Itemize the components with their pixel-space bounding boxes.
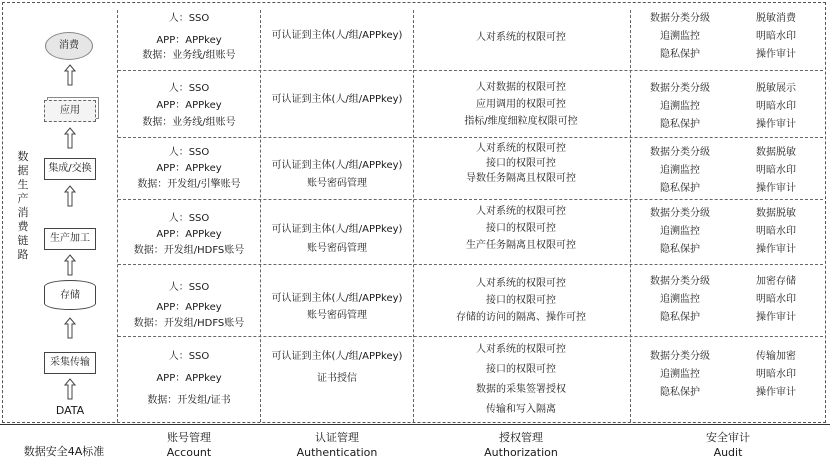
audit-cell-left: 数据分类分级 追溯监控 隐私保护 <box>650 208 710 255</box>
audit-cell-right: 传输加密 明暗水印 操作审计 <box>756 351 796 398</box>
authorization-cell: 人对系统的权限可控 接口的权限可控 生产任务隔离且权限可控 <box>466 206 576 251</box>
column-divider <box>260 10 261 422</box>
audit-cell-right: 加密存储 明暗水印 操作审计 <box>756 276 796 323</box>
footer-column-account: 账号管理 Account <box>166 431 212 459</box>
pipeline-node-data: DATA <box>55 404 85 417</box>
authentication-cell: 可认证到主体(人/组/APPkey) <box>271 30 403 41</box>
footer-column-authentication: 认证管理 Authentication <box>296 431 378 459</box>
audit-cell-left: 数据分类分级 追溯监控 隐私保护 <box>650 351 710 398</box>
row-divider <box>118 336 823 337</box>
audit-cell-right: 脱敏消费 明暗水印 操作审计 <box>756 13 796 60</box>
audit-cell-right: 数据脱敏 明暗水印 操作审计 <box>756 147 796 194</box>
authentication-cell: 可认证到主体(人/组/APPkey) 账号密码管理 <box>271 160 403 189</box>
up-arrow-icon <box>64 64 76 86</box>
authentication-cell: 可认证到主体(人/组/APPkey) 账号密码管理 <box>271 224 403 254</box>
footer-column-authorization: 授权管理 Authorization <box>484 431 558 459</box>
row-divider <box>118 264 823 265</box>
account-cell: 人：SSO APP：APPkey 数据：开发组/HDFS账号 <box>133 282 245 329</box>
up-arrow-icon <box>64 317 76 339</box>
footer-column-audit: 安全审计 Audit <box>706 431 750 459</box>
column-divider <box>117 10 118 422</box>
account-cell: 人：SSO APP：APPkey 数据：开发组/证书 <box>147 351 231 406</box>
audit-cell-right: 数据脱敏 明暗水印 操作审计 <box>756 208 796 255</box>
audit-cell-left: 数据分类分级 追溯监控 隐私保护 <box>650 147 710 194</box>
authorization-cell: 人对系统的权限可控 <box>476 32 566 43</box>
audit-cell-left: 数据分类分级 追溯监控 隐私保护 <box>650 276 710 323</box>
up-arrow-icon <box>64 254 76 276</box>
pipeline-node-storage: 存储 <box>44 280 96 310</box>
row-divider <box>118 137 823 138</box>
pipeline-vertical-label: 数据生产消费链路 <box>17 150 29 261</box>
account-cell: 人：SSO APP：APPkey 数据：开发组/引擎账号 <box>137 147 241 190</box>
account-cell: 人：SSO APP：APPkey 数据：业务线/组账号 <box>142 83 236 128</box>
authentication-cell: 可认证到主体(人/组/APPkey) 证书授信 <box>271 351 403 384</box>
footer-divider <box>0 424 830 425</box>
pipeline-node-application: 应用 <box>44 100 96 122</box>
up-arrow-icon <box>64 127 76 149</box>
pipeline-node-processing: 生产加工 <box>44 228 96 250</box>
authorization-cell: 人对系统的权限可控 接口的权限可控 导数任务隔离且权限可控 <box>466 143 576 184</box>
authentication-cell: 可认证到主体(人/组/APPkey) <box>271 94 403 105</box>
account-cell: 人：SSO APP：APPkey 数据：开发组/HDFS账号 <box>133 213 245 256</box>
authorization-cell: 人对系统的权限可控 接口的权限可控 存储的访问的隔离、操作可控 <box>456 278 586 323</box>
up-arrow-icon <box>64 185 76 207</box>
footer-standard-label: 数据安全4A标准 <box>23 445 105 458</box>
authentication-cell: 可认证到主体(人/组/APPkey) 账号密码管理 <box>271 293 403 321</box>
row-divider <box>118 199 823 200</box>
audit-cell-left: 数据分类分级 追溯监控 隐私保护 <box>650 13 710 60</box>
up-arrow-icon <box>64 378 76 400</box>
authorization-cell: 人对系统的权限可控 接口的权限可控 数据的采集签署授权 传输和写入隔离 <box>476 344 566 415</box>
pipeline-node-consume: 消费 <box>45 32 93 60</box>
account-cell: 人：SSO APP：APPkey 数据：业务线/组账号 <box>142 13 236 61</box>
row-divider <box>118 70 823 71</box>
audit-cell-left: 数据分类分级 追溯监控 隐私保护 <box>650 83 710 130</box>
column-divider <box>630 10 631 422</box>
audit-cell-right: 脱敏展示 明暗水印 操作审计 <box>756 83 796 130</box>
authorization-cell: 人对数据的权限可控 应用调用的权限可控 指标/维度细粒度权限可控 <box>464 82 578 127</box>
pipeline-node-collection: 采集传输 <box>44 352 96 374</box>
pipeline-node-integration: 集成/交换 <box>44 158 96 180</box>
